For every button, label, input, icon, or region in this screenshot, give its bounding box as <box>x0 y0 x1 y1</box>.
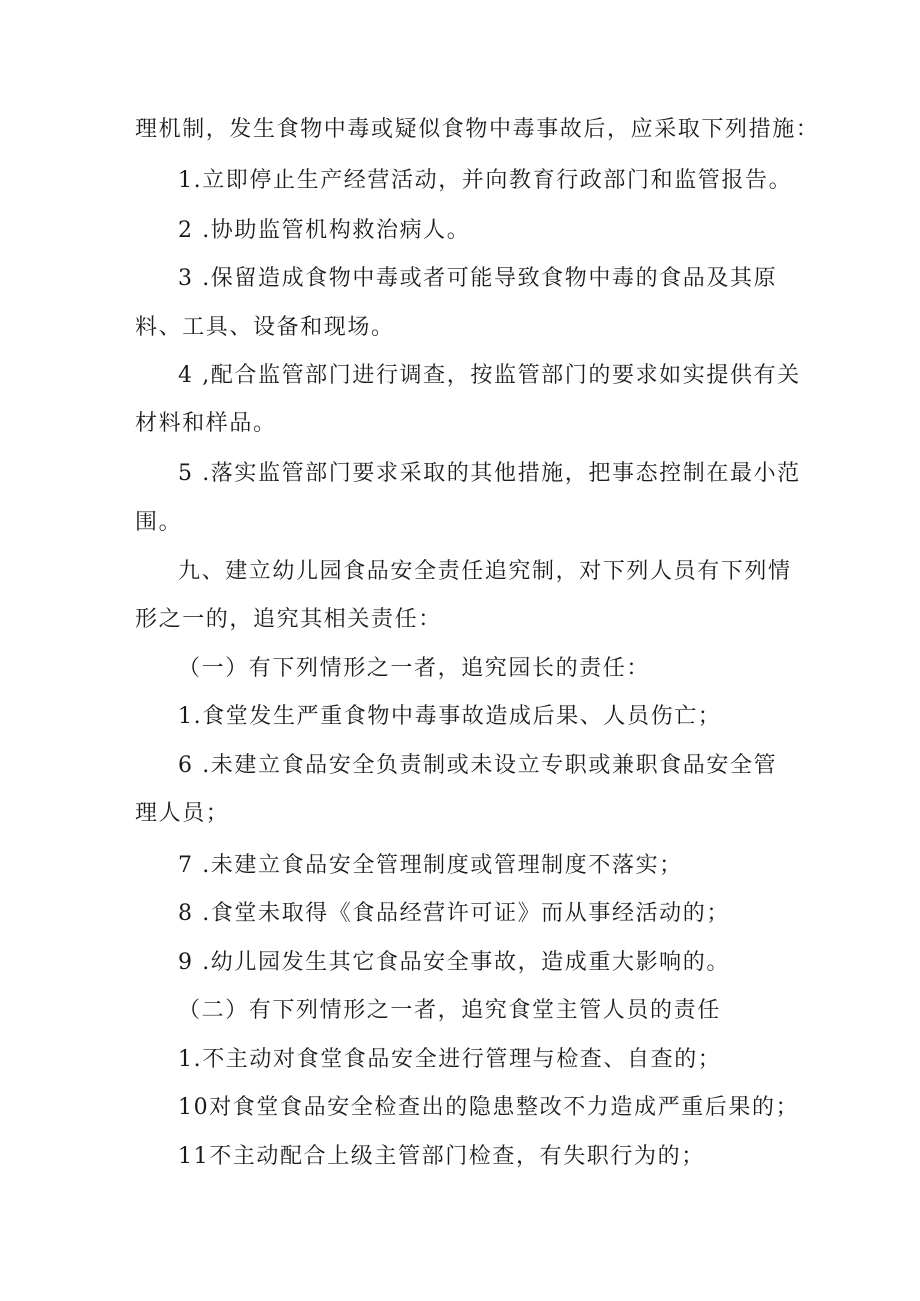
text-line: 1.食堂发生严重食物中毒事故造成后果、人员伤亡； <box>178 704 722 729</box>
text-line: 8 .食堂未取得《食品经营许可证》而从事经活动的； <box>178 901 730 926</box>
text-line: （一）有下列情形之一者，追究园长的责任： <box>178 656 651 681</box>
text-line: 九、建立幼儿园食品安全责任追究制，对下列人员有下列情 <box>178 559 792 584</box>
text-line: 料、工具、设备和现场。 <box>135 315 395 340</box>
text-line: 围。 <box>135 510 183 535</box>
text-line: 理人员； <box>135 801 230 826</box>
text-line: 6 .未建立食品安全负责制或未设立专职或兼职食品安全管 <box>178 753 778 778</box>
text-line: 4 ,配合监管部门进行调查，按监管部门的要求如实提供有关 <box>178 363 801 388</box>
text-line: 7 .未建立食品安全管理制度或管理制度不落实； <box>178 853 683 878</box>
text-line: 1.立即停止生产经营活动，并向教育行政部门和监管报告。 <box>178 168 793 193</box>
text-line: （二）有下列情形之一者，追究食堂主管人员的责任 <box>178 998 721 1023</box>
text-line: 理机制，发生食物中毒或疑似食物中毒事故后，应采取下列措施： <box>135 117 820 142</box>
text-line: 形之一的，追究其相关责任： <box>135 607 442 632</box>
text-line: 9 .幼儿园发生其它食品安全事故，造成重大影响的。 <box>178 950 730 975</box>
text-line: 材料和样品。 <box>135 411 277 436</box>
text-line: 1.不主动对食堂食品安全进行管理与检查、自查的； <box>178 1047 722 1072</box>
text-line: 2 .协助监管机构救治病人。 <box>178 218 471 243</box>
text-line: 5 .落实监管部门要求采取的其他措施，把事态控制在最小范 <box>178 461 801 486</box>
text-line: 10对食堂食品安全检查出的隐患整改不力造成严重后果的； <box>178 1095 800 1120</box>
text-line: 11不主动配合上级主管部门检查，有失职行为的； <box>178 1144 705 1169</box>
text-line: 3 .保留造成食物中毒或者可能导致食物中毒的食品及其原 <box>178 266 778 291</box>
